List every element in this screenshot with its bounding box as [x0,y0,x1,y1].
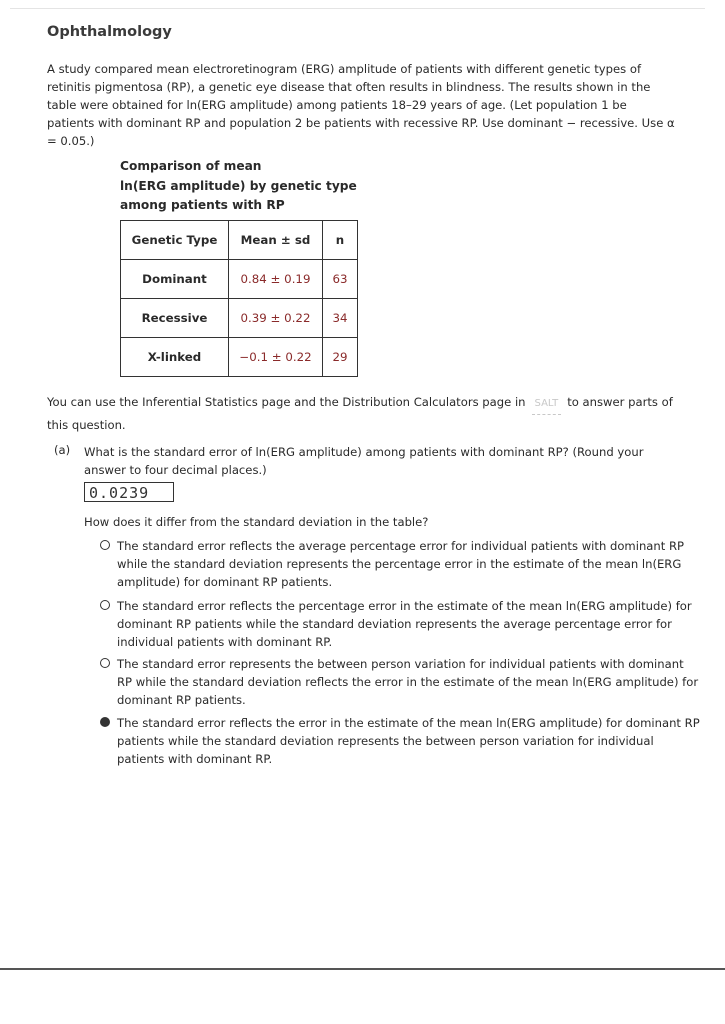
bottom-divider [0,968,725,970]
option-text: The standard error represents the between person variation for individual patients with dominant RP while the standard deviation reflects the error in the estimate of the mean ln(ERG amplitude) for dominant RP patients. [117,657,699,707]
standard-error-answer-field[interactable]: 0.0239 [84,482,174,502]
table-row [121,299,358,338]
cell-n: 34 [323,299,358,338]
part-a-question: What is the standard error of ln(ERG amplitude) among patients with dominant RP? (Round your answer to four decimal places.) [84,445,644,477]
answer-option[interactable] [100,655,700,709]
radio-button[interactable] [100,540,110,550]
option-text: The standard error reflects the percentage error in the estimate of the mean ln(ERG amplitude) for dominant RP patients while the standard deviation represents the average percentage error for individual patients with dominant RP. [117,599,692,649]
table-header-row [121,221,358,260]
cell-genetic-type: X-linked [121,338,229,377]
cell-mean-sd: 0.84 ± 0.19 [229,260,323,299]
table-caption-line: ln(ERG amplitude) by genetic type [120,178,357,193]
cell-mean-sd: −0.1 ± 0.22 [229,338,323,377]
followup-question: How does it differ from the standard deviation in the table? [84,515,429,529]
cell-genetic-type: Dominant [121,260,229,299]
header-n: n [323,221,358,260]
header-mean-sd: Mean ± sd [229,221,323,260]
option-text: The standard error reflects the error in the estimate of the mean ln(ERG amplitude) for dominant RP patients while the standard deviation represents the between person variation for individual patients with dominant RP. [117,716,700,766]
table-row [121,338,358,377]
table-caption [120,157,357,216]
option-text: The standard error reflects the average percentage error for individual patients with dominant RP while the standard deviation represents the percentage error in the estimate of the mean ln(ERG amplitude) for dominant RP patients. [117,539,685,589]
radio-button[interactable] [100,600,110,610]
table-row [121,260,358,299]
answer-option[interactable] [100,714,700,768]
part-a-label: (a) [54,443,71,457]
cell-n: 29 [323,338,358,377]
cell-mean-sd: 0.39 ± 0.22 [229,299,323,338]
intro-paragraph: A study compared mean electroretinogram (ERG) amplitude of patients with different genetic types of retinitis pigmentosa (RP), a genetic eye disease that often results in blindness. The results shown in the table were obtained for ln(ERG amplitude) among patients 18–29 years of age. (Let population 1 be patients with dominant RP and population 2 be patients with recessive RP. Use dominant − recessive. Use α = 0.05.) [47,62,675,148]
answer-option[interactable] [100,537,700,591]
radio-button[interactable] [100,658,110,668]
answer-option[interactable] [100,597,700,651]
salt-badge[interactable]: SALT [532,393,562,415]
salt-text-before: You can use the Inferential Statistics page and the Distribution Calculators page in [47,395,526,409]
header-genetic-type: Genetic Type [121,221,229,260]
table-caption-line: among patients with RP [120,198,285,212]
radio-button-selected[interactable] [100,717,110,727]
comparison-table [120,220,358,377]
salt-instructions [47,392,697,436]
top-divider [10,8,705,9]
cell-genetic-type: Recessive [121,299,229,338]
table-caption-line: Comparison of mean [120,159,262,173]
salt-text-after: to answer parts of this question. [47,395,673,432]
page-title: Ophthalmology [47,24,172,40]
cell-n: 63 [323,260,358,299]
